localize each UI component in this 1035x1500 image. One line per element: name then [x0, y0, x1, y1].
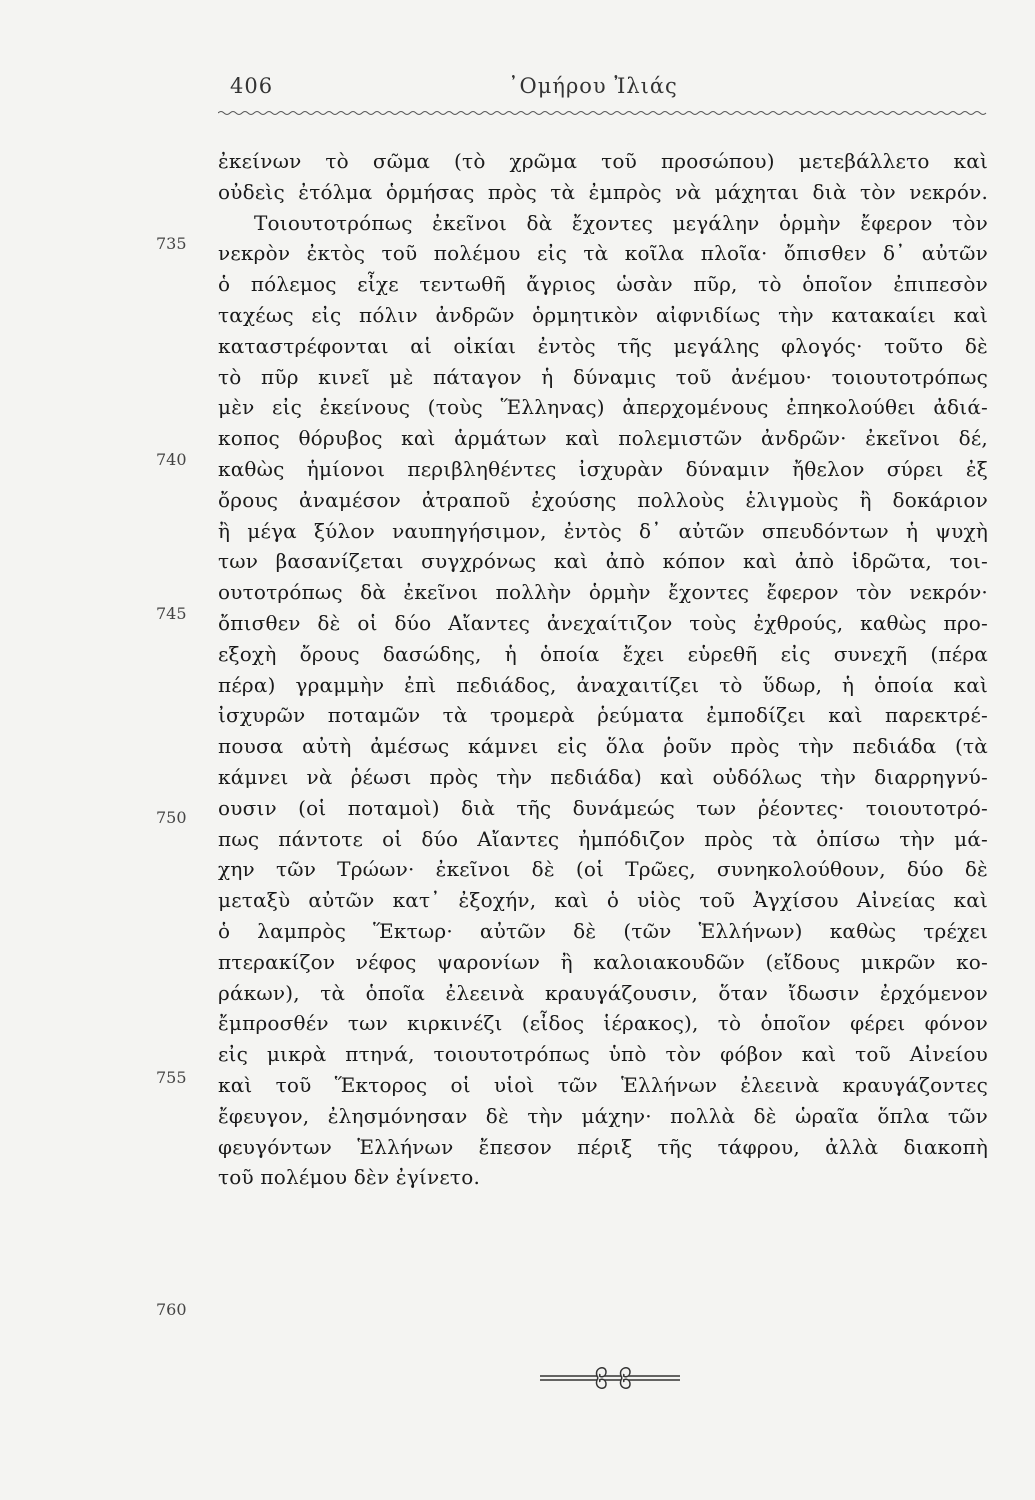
line-number: 750: [156, 808, 187, 827]
text-line: ράκων), τὰ ὁποῖα ἐλεεινὰ κραυγάζουσιν, ὅταν ἴδωσιν ἐρχόμενον: [218, 980, 988, 1005]
text-line: μεταξὺ αὐτῶν κατ᾿ ἐξοχήν, καὶ ὁ υἱὸς τοῦ Ἀγχίσου Αἰνείας καὶ: [218, 888, 988, 913]
text-line: καταστρέφονται αἱ οἰκίαι ἐντὸς τῆς μεγάλης φλογός· τοῦτο δὲ: [218, 333, 988, 358]
text-line: πουσα αὐτὴ ἀμέσως κάμνει εἰς ὅλα ῥοῦν πρὸς τὴν πεδιάδα (τὰ: [218, 734, 988, 759]
text-line: ἔφευγον, ἐλησμόνησαν δὲ τὴν μάχην· πολλὰ δὲ ὡραῖα ὅπλα τῶν: [218, 1103, 988, 1128]
text-line: ὄπισθεν δὲ οἱ δύο Αἴαντες ἀνεχαίτιζον τοὺς ἐχθρούς, καθὼς προ-: [218, 610, 988, 635]
text-line: ουσιν (οἱ ποταμοὶ) διὰ τῆς δυνάμεώς των ῥέοντες· τοιουτοτρό-: [218, 795, 988, 820]
text-line: τὸ πῦρ κινεῖ μὲ πάταγον ἡ δύναμις τοῦ ἀνέμου· τοιουτοτρόπως: [218, 364, 988, 389]
text-line: ἰσχυρῶν ποταμῶν τὰ τρομερὰ ῥεύματα ἐμποδίζει καὶ παρεκτρέ-: [218, 703, 988, 728]
text-line: ἐκείνων τὸ σῶμα (τὸ χρῶμα τοῦ προσώπου) μετεβάλλετο καὶ: [218, 149, 988, 173]
text-line: Τοιουτοτρόπως ἐκεῖνοι δὰ ἔχοντες μεγάλην ὁρμὴν ἔφερον τὸν: [254, 210, 988, 235]
line-number: 745: [156, 604, 187, 623]
text-line: νεκρὸν ἐκτὸς τοῦ πολέμου εἰς τὰ κοῖλα πλοῖα· ὄπισθεν δ᾿ αὐτῶν: [218, 241, 988, 266]
text-line: τοῦ πολέμου δὲν ἐγίνετο.: [218, 1165, 480, 1190]
text-line: ὁ λαμπρὸς Ἕκτωρ· αὐτῶν δὲ (τῶν Ἑλλήνων) καθὼς τρέχει: [218, 918, 988, 943]
text-line: μὲν εἰς ἐκείνους (τοὺς Ἕλληνας) ἀπερχομένους ἐπηκολούθει ἀδιά-: [218, 395, 988, 420]
text-line: οὐδεὶς ἐτόλμα ὁρμήσας πρὸς τὰ ἐμπρὸς νὰ μάχηται διὰ τὸν νεκρόν.: [218, 179, 988, 204]
text-line: χην τῶν Τρώων· ἐκεῖνοι δὲ (οἱ Τρῶες, συνηκολούθουν, δύο δὲ: [218, 857, 988, 882]
text-line: ὄρους ἀναμέσον ἀτραποῦ ἐχούσης πολλοὺς ἑλιγμοὺς ἢ δοκάριον: [218, 487, 988, 512]
text-line: ταχέως εἰς πόλιν ἀνδρῶν ὁρμητικὸν αἰφνιδίως τὴν κατακαίει καὶ: [218, 302, 988, 327]
text-line: ἢ μέγα ξύλον ναυπηγήσιμον, ἐντὸς δ᾿ αὐτῶν σπευδόντων ἡ ψυχὴ: [218, 518, 988, 543]
end-ornament-icon: [540, 1358, 680, 1398]
text-line: εἰς μικρὰ πτηνά, τοιουτοτρόπως ὑπὸ τὸν φόβον καὶ τοῦ Αἰνείου: [218, 1042, 988, 1067]
text-line: κάμνει νὰ ῥέωσι πρὸς τὴν πεδιάδα) καὶ οὐδόλως τὴν διαρρηγνύ-: [218, 764, 988, 789]
text-line: καθὼς ἡμίονοι περιβληθέντες ἰσχυρὰν δύναμιν ἤθελον σύρει ἐξ: [218, 456, 988, 481]
page-number: 406: [230, 74, 274, 98]
text-line: των βασανίζεται συγχρόνως καὶ ἀπὸ κόπον καὶ ἀπὸ ἱδρῶτα, τοι-: [218, 549, 988, 574]
text-line: ουτοτρόπως δὰ ἐκεῖνοι πολλὴν ὁρμὴν ἔχοντες ἔφερον τὸν νεκρόν·: [218, 580, 988, 605]
line-number: 760: [156, 1300, 187, 1319]
text-line: εξοχὴ ὄρους δασώδης, ἡ ὁποία ἔχει εὑρεθῆ εἰς συνεχῆ (πέρα: [218, 641, 988, 666]
body-text: [218, 146, 988, 1193]
text-line: ὁ πόλεμος εἶχε τεντωθῆ ἄγριος ὡσὰν πῦρ, τὸ ὁποῖον ἐπιπεσὸν: [218, 272, 988, 297]
text-line: ἔμπροσθέν των κιρκινέζι (εἶδος ἱέρακος), τὸ ὁποῖον φέρει φόνον: [218, 1011, 988, 1036]
line-number: 735: [156, 234, 187, 253]
line-number: 755: [156, 1068, 187, 1087]
text-line: πτερακίζον νέφος ψαρονίων ἢ καλοιακουδῶν (εἴδους μικρῶν κο-: [218, 949, 988, 974]
text-line: πέρα) γραμμὴν ἐπὶ πεδιάδος, ἀναχαιτίζει τὸ ὕδωρ, ἡ ὁποία καὶ: [218, 672, 988, 697]
line-number: 740: [156, 450, 187, 469]
text-line: καὶ τοῦ Ἕκτορος οἱ υἱοὶ τῶν Ἑλλήνων ἐλεεινὰ κραυγάζοντες: [218, 1072, 988, 1097]
running-title: ᾿Ομήρου Ἰλιάς: [508, 74, 678, 98]
text-line: κοπος θόρυβος καὶ ἁρμάτων καὶ πολεμιστῶν ἀνδρῶν· ἐκεῖνοι δέ,: [218, 426, 988, 451]
header-wavy-rule: [218, 108, 988, 118]
text-line: πως πάντοτε οἱ δύο Αἴαντες ἠμπόδιζον πρὸς τὰ ὀπίσω τὴν μά-: [218, 826, 988, 851]
text-line: φευγόντων Ἑλλήνων ἔπεσον πέριξ τῆς τάφρου, ἀλλὰ διακοπὴ: [218, 1134, 988, 1159]
